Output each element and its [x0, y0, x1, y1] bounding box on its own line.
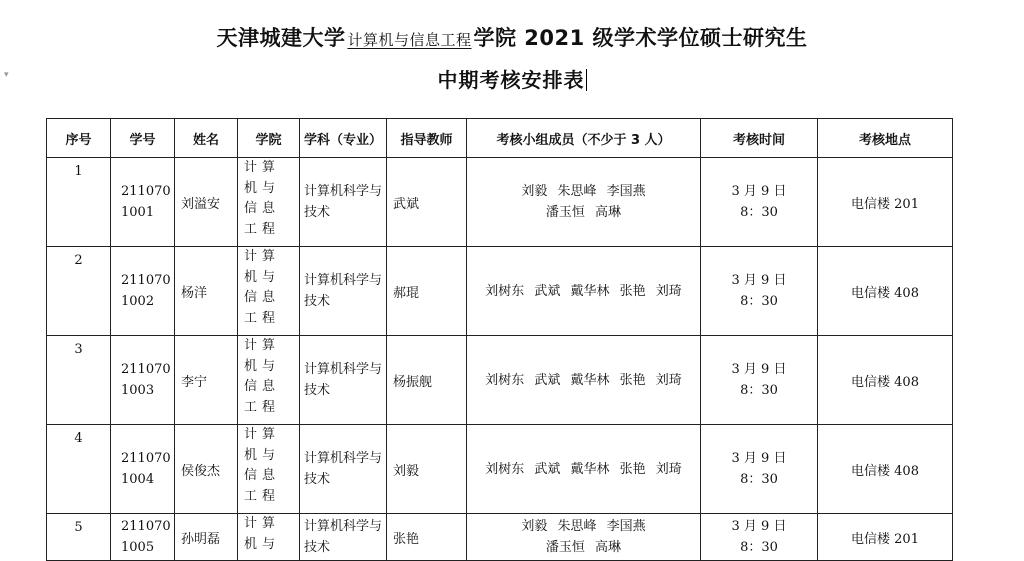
- cell-college: [238, 425, 300, 514]
- cell-student-id: [111, 514, 175, 561]
- student-id-line2: 1001: [121, 205, 155, 220]
- cell-committee: [467, 425, 701, 514]
- college-text: 计算机与信息工程: [244, 249, 281, 326]
- college-text: 计算机与信息工程: [244, 160, 281, 237]
- cell-college: [238, 336, 300, 425]
- cell-major: 计算机科学与技术: [300, 425, 387, 514]
- header-time: 考核时间: [701, 119, 818, 158]
- cell-name: 李宁: [175, 336, 238, 425]
- time-clock: 8：30: [740, 472, 778, 487]
- header-major: 学科（专业）: [300, 119, 387, 158]
- header-advisor: 指导教师: [387, 119, 467, 158]
- college-text: 计算机与信息工程: [244, 427, 281, 504]
- time-date: 3 月 9 日: [731, 519, 787, 534]
- cell-time: [701, 247, 818, 336]
- document-title: [0, 22, 1024, 52]
- cell-location: 电信楼 408: [818, 336, 953, 425]
- student-id-line2: 1003: [121, 383, 155, 398]
- table-row: [47, 336, 953, 425]
- cell-advisor: 武斌: [387, 158, 467, 247]
- student-id-line1: 211070: [121, 184, 171, 199]
- cell-name: 刘溢安: [175, 158, 238, 247]
- cell-location: 电信楼 201: [818, 514, 953, 561]
- time-date: 3 月 9 日: [731, 362, 787, 377]
- table-row: [47, 514, 953, 561]
- committee-line1: 刘树东 武斌 戴华林 张艳 刘琦: [485, 372, 682, 388]
- cell-name: 侯俊杰: [175, 425, 238, 514]
- student-id-line1: 211070: [121, 519, 171, 534]
- cell-name: 杨洋: [175, 247, 238, 336]
- cell-seq: 4: [47, 425, 111, 514]
- cell-student-id: [111, 425, 175, 514]
- time-clock: 8：30: [740, 205, 778, 220]
- committee-line1: 刘毅 朱思峰 李国燕: [521, 519, 646, 534]
- margin-marker-icon: ▾: [4, 70, 9, 80]
- cell-advisor: 杨振舰: [387, 336, 467, 425]
- student-id-line1: 211070: [121, 362, 171, 377]
- time-date: 3 月 9 日: [731, 451, 787, 466]
- cell-major: 计算机科学与技术: [300, 514, 387, 561]
- cell-location: 电信楼 408: [818, 425, 953, 514]
- student-id-line1: 211070: [121, 273, 171, 288]
- table-row: [47, 425, 953, 514]
- cell-committee: [467, 336, 701, 425]
- table-row: [47, 158, 953, 247]
- cell-student-id: [111, 247, 175, 336]
- committee-line2: 潘玉恒 高琳: [545, 205, 622, 220]
- time-clock: 8：30: [740, 383, 778, 398]
- cell-college: [238, 514, 300, 561]
- cell-advisor: 郝琨: [387, 247, 467, 336]
- cell-major: 计算机科学与技术: [300, 158, 387, 247]
- header-committee: 考核小组成员（不少于 3 人）: [467, 119, 701, 158]
- cell-time: [701, 514, 818, 561]
- cell-committee: [467, 158, 701, 247]
- committee-line2: 潘玉恒 高琳: [545, 540, 622, 555]
- college-text: 计算机与: [244, 516, 281, 552]
- cell-name: 孙明磊: [175, 514, 238, 561]
- cell-time: [701, 158, 818, 247]
- cell-time: [701, 425, 818, 514]
- table-row: [47, 247, 953, 336]
- student-id-line2: 1005: [121, 540, 155, 555]
- student-id-line2: 1002: [121, 294, 155, 309]
- document-subtitle: [0, 64, 1024, 93]
- cell-major: 计算机科学与技术: [300, 247, 387, 336]
- header-college: 学院: [238, 119, 300, 158]
- table-header-row: [47, 119, 953, 158]
- cell-committee: [467, 514, 701, 561]
- student-id-line2: 1004: [121, 472, 155, 487]
- cell-college: [238, 158, 300, 247]
- student-id-line1: 211070: [121, 451, 171, 466]
- title-rest: 学院 2021 级学术学位硕士研究生: [473, 26, 808, 50]
- cell-location: 电信楼 201: [818, 158, 953, 247]
- schedule-table: [46, 118, 953, 561]
- header-location: 考核地点: [818, 119, 953, 158]
- header-name: 姓名: [175, 119, 238, 158]
- cell-seq: 5: [47, 514, 111, 561]
- header-seq: 序号: [47, 119, 111, 158]
- header-student-id: 学号: [111, 119, 175, 158]
- cell-advisor: 刘毅: [387, 425, 467, 514]
- cell-time: [701, 336, 818, 425]
- cell-advisor: 张艳: [387, 514, 467, 561]
- subtitle-text: 中期考核安排表: [437, 68, 585, 92]
- time-date: 3 月 9 日: [731, 273, 787, 288]
- cell-seq: 1: [47, 158, 111, 247]
- cell-student-id: [111, 158, 175, 247]
- cell-committee: [467, 247, 701, 336]
- committee-line1: 刘毅 朱思峰 李国燕: [521, 184, 646, 199]
- title-university: 天津城建大学: [216, 26, 346, 50]
- committee-line1: 刘树东 武斌 戴华林 张艳 刘琦: [485, 283, 682, 299]
- cell-seq: 2: [47, 247, 111, 336]
- cell-location: 电信楼 408: [818, 247, 953, 336]
- time-clock: 8：30: [740, 294, 778, 309]
- cell-student-id: [111, 336, 175, 425]
- title-college-fill: 计算机与信息工程: [347, 31, 472, 49]
- committee-line1: 刘树东 武斌 戴华林 张艳 刘琦: [485, 461, 682, 477]
- time-clock: 8：30: [740, 540, 778, 555]
- cell-major: 计算机科学与技术: [300, 336, 387, 425]
- college-text: 计算机与信息工程: [244, 338, 281, 415]
- time-date: 3 月 9 日: [731, 184, 787, 199]
- text-cursor: [586, 69, 587, 91]
- cell-seq: 3: [47, 336, 111, 425]
- cell-college: [238, 247, 300, 336]
